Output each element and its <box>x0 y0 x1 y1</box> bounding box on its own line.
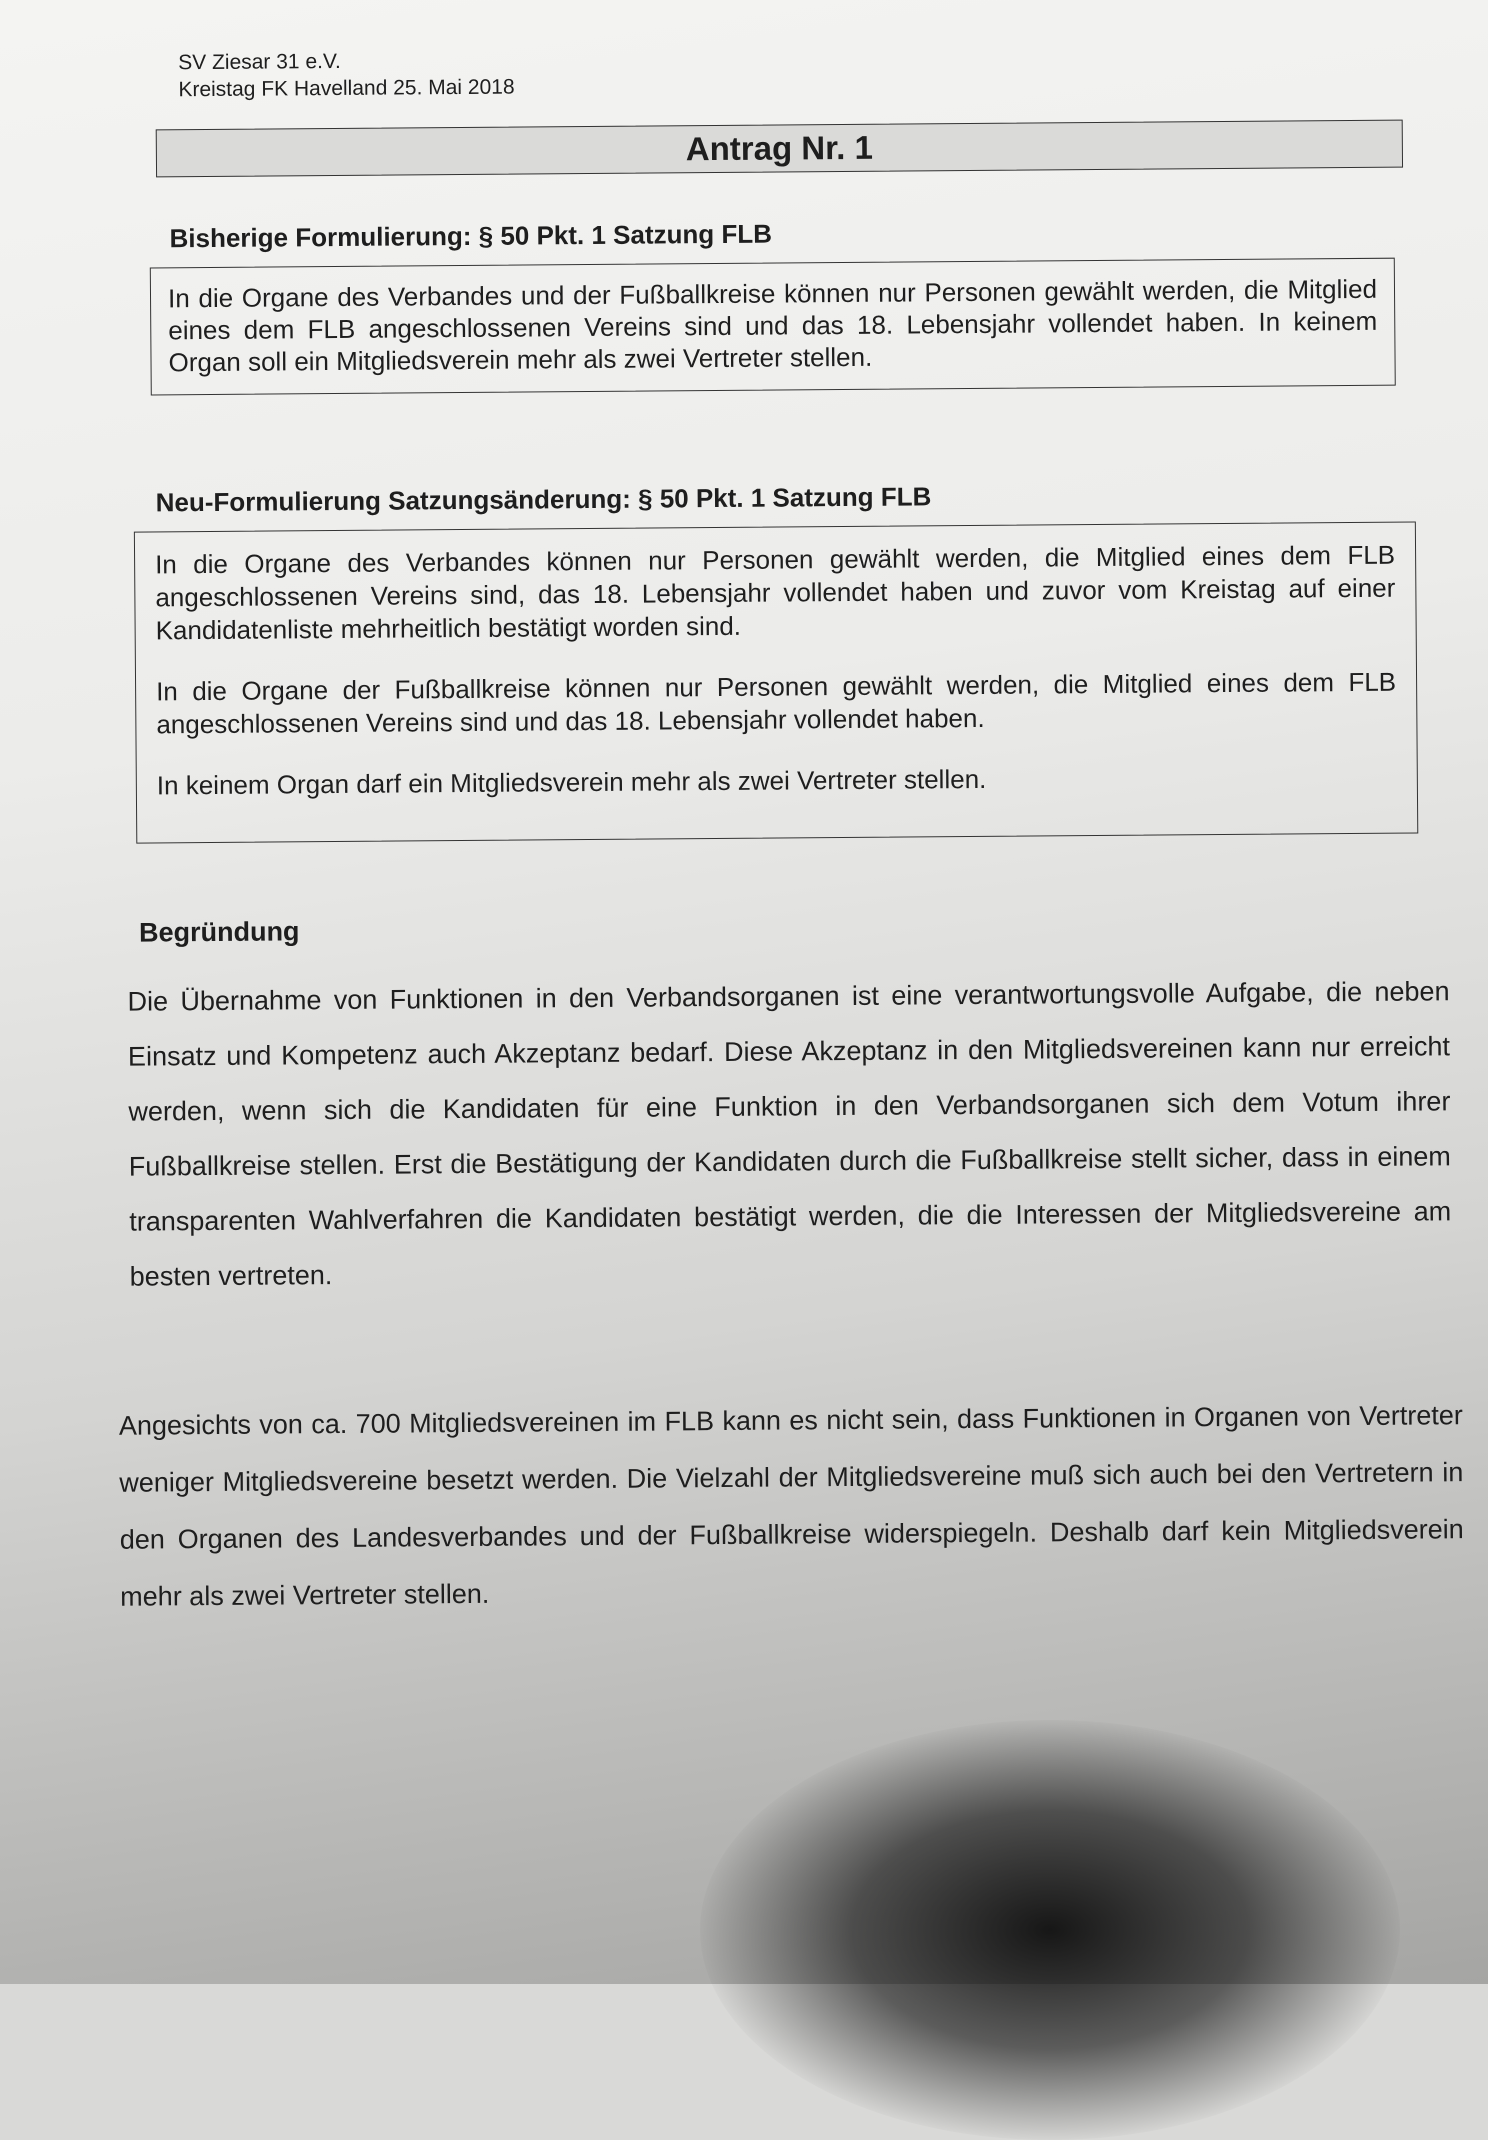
justification-heading: Begründung <box>138 916 300 948</box>
old-wording-heading: Bisherige Formulierung: § 50 Pkt. 1 Satzung FLB <box>169 218 773 254</box>
new-wording-paragraph: In die Organe des Verbandes können nur Personen gewählt werden, die Mitglied eines dem FLB angeschlossenen Vereins sind, das 18. Lebensjahr vollendet haben und zuvor vom Kreistag auf einer Kandidatenliste mehrheitlich bestätigt worden sind. <box>155 539 1396 646</box>
sender-club: SV Ziesar 31 e.V. <box>178 49 341 75</box>
new-wording-box <box>134 522 1418 844</box>
hand-shadow <box>700 1720 1400 2140</box>
old-wording-text: In die Organe des Verbandes und der Fußballkreise können nur Personen gewählt werden, die Mitglied eines dem FLB angeschlossenen Vereins sind und das 18. Lebensjahr vollendet haben. In keinem Organ soll ein Mitgliedsverein mehr als zwei Vertreter stellen. <box>167 273 1378 378</box>
document-title: Antrag Nr. 1 <box>156 120 1403 178</box>
new-wording-heading: Neu-Formulierung Satzungsänderung: § 50 Pkt. 1 Satzung FLB <box>155 481 932 518</box>
sender-event: Kreistag FK Havelland 25. Mai 2018 <box>178 75 515 102</box>
justification-paragraph: Angesichts von ca. 700 Mitgliedsvereinen im FLB kann es nicht sein, dass Funktionen in Organen von Vertreter weniger Mitgliedsvereine besetzt werden. Die Vielzahl der Mitgliedsvereine muß sich auch bei den Vertretern in den Organen des Landesverbandes und der Fußballkreise widerspiegeln. Deshalb darf kein Mitgliedsverein mehr als zwei Vertreter stellen. <box>118 1400 1464 1612</box>
sender-block <box>178 47 515 104</box>
justification-paragraph: Die Übernahme von Funktionen in den Verbandsorganen ist eine verantwortungsvolle Aufgabe, die neben Einsatz und Kompetenz auch Akzeptanz bedarf. Diese Akzeptanz in den Mitgliedsvereinen kann nur erreicht werden, wenn sich die Kandidaten für eine Funktion in den Verbandsorganen sich dem Votum ihrer Fußballkreise stellen. Erst die Bestätigung der Kandidaten durch die Fußballkreise stellt sicher, dass in einem transparenten Wahlverfahren die Kandidaten bestätigt werden, die die Interessen der Mitgliedsvereine am besten vertreten. <box>127 976 1452 1292</box>
new-wording-paragraph: In keinem Organ darf ein Mitgliedsverein mehr als zwei Vertreter stellen. <box>156 763 987 801</box>
old-wording-box <box>150 258 1396 396</box>
new-wording-paragraph: In die Organe der Fußballkreise können nur Personen gewählt werden, die Mitglied eines dem FLB angeschlossenen Vereins sind und das 18. Lebensjahr vollendet haben. <box>156 666 1397 740</box>
